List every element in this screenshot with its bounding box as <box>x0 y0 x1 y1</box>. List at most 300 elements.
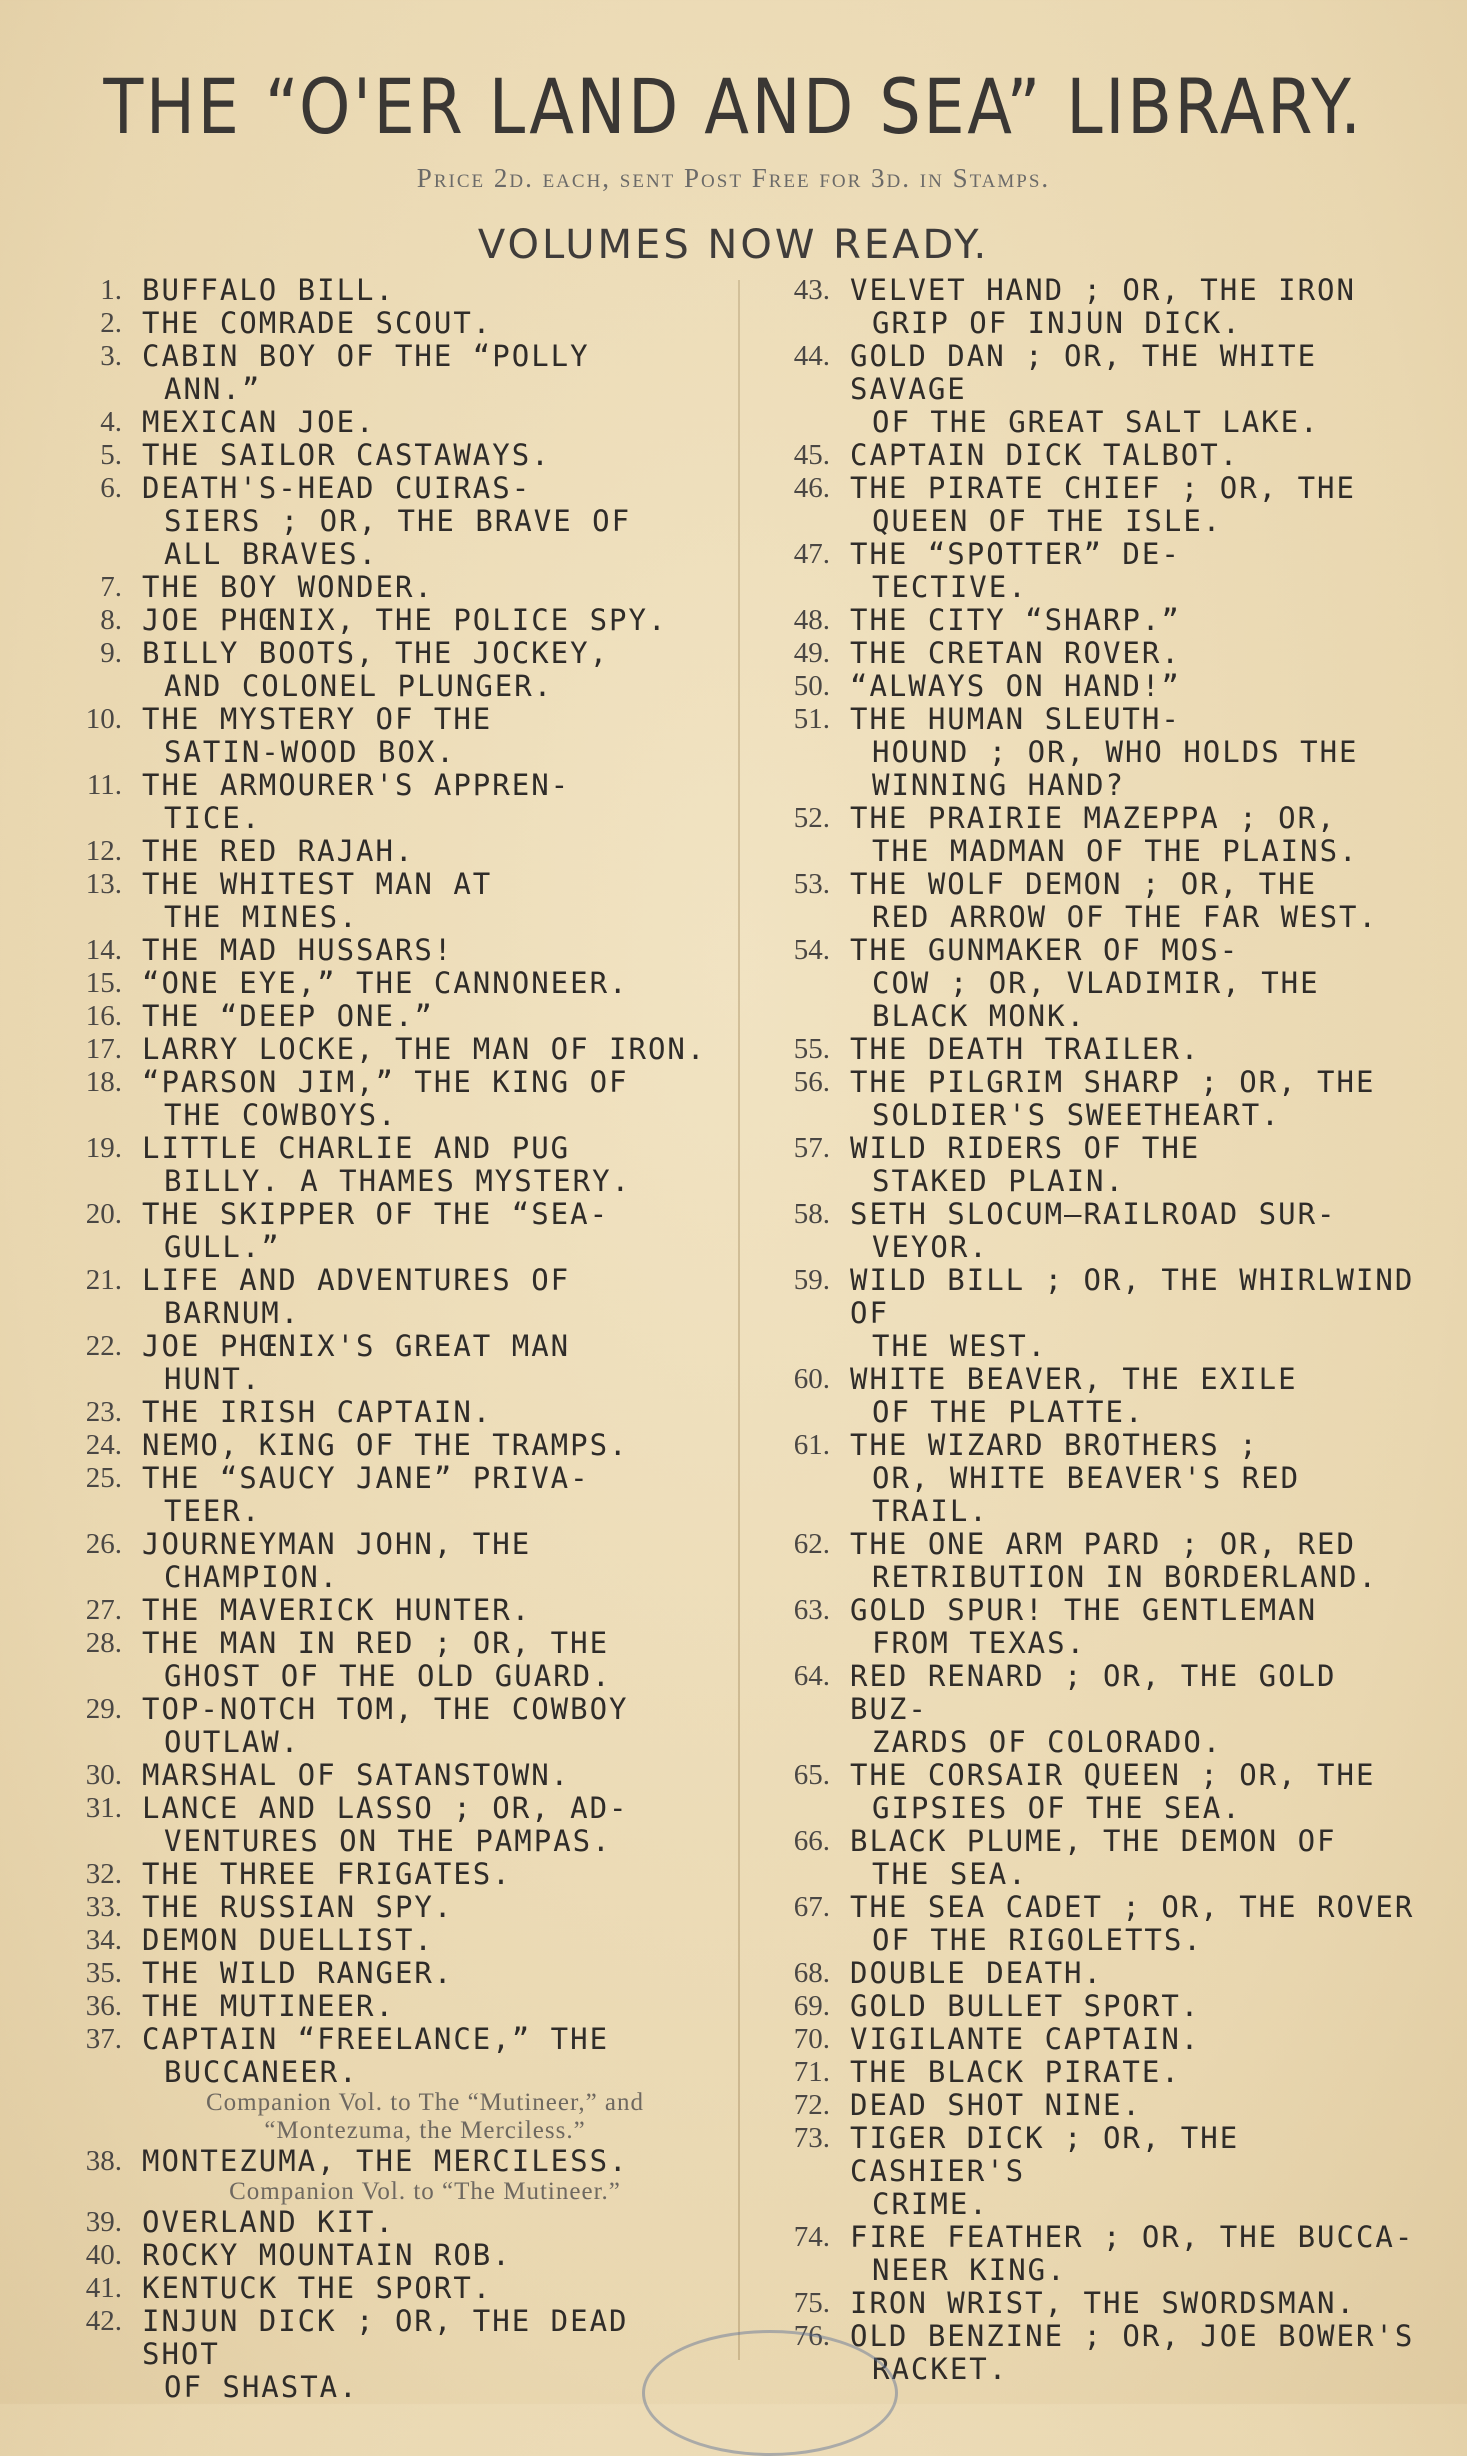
volume-text <box>142 769 708 835</box>
volume-title: THE “DEEP ONE.” <box>142 999 434 1033</box>
volume-title: DEATH'S-HEAD CUIRAS- <box>142 471 532 505</box>
right-column <box>756 274 1416 2386</box>
volume-number: 5. <box>100 439 122 471</box>
volume-title-continued: QUEEN OF THE ISLE. <box>872 504 1223 538</box>
volume-text <box>850 1660 1416 1759</box>
list-item <box>756 637 1416 670</box>
volume-number <box>48 2178 142 2206</box>
volume-title: THE BLACK PIRATE. <box>850 2055 1181 2089</box>
volume-title-continued: BILLY. A THAMES MYSTERY. <box>164 1164 632 1198</box>
volume-title: CABIN BOY OF THE “POLLY <box>142 339 590 373</box>
volume-number: 47. <box>793 538 830 570</box>
volume-text <box>142 571 708 604</box>
volume-number: 37. <box>85 2023 122 2055</box>
volume-text <box>142 1627 708 1693</box>
volume-text <box>142 1957 708 1990</box>
volume-title: THE PIRATE CHIEF ; OR, THE <box>850 471 1356 505</box>
volume-text <box>142 1924 708 1957</box>
list-item <box>756 2221 1416 2287</box>
volume-text <box>142 1693 708 1759</box>
volume-title-continued: RETRIBUTION IN BORDERLAND. <box>872 1560 1378 1594</box>
volume-text <box>142 1528 708 1594</box>
list-item <box>756 340 1416 439</box>
list-item <box>48 604 708 637</box>
list-item <box>48 637 708 703</box>
volume-text <box>142 439 708 472</box>
volume-number: 71. <box>793 2056 830 2088</box>
volume-number: 61. <box>793 1429 830 1461</box>
list-item <box>756 934 1416 1033</box>
list-item <box>48 868 708 934</box>
volume-number: 29. <box>85 1693 122 1725</box>
volume-number: 41. <box>85 2272 122 2304</box>
volume-title: THE WHITEST MAN AT <box>142 867 493 901</box>
volume-number: 2. <box>100 307 122 339</box>
volume-number: 62. <box>793 1528 830 1560</box>
list-item <box>756 439 1416 472</box>
volume-number <box>48 2089 142 2145</box>
volume-number: 49. <box>793 637 830 669</box>
volume-title: BUFFALO BILL. <box>142 273 395 307</box>
volume-text <box>850 274 1416 340</box>
list-item <box>48 2145 708 2178</box>
list-item <box>756 1957 1416 1990</box>
list-item <box>756 1033 1416 1066</box>
volume-text <box>142 406 708 439</box>
volume-number: 26. <box>85 1528 122 1560</box>
volume-title: THE COMRADE SCOUT. <box>142 306 493 340</box>
volume-title: THE MAD HUSSARS! <box>142 933 454 967</box>
volume-title: THE THREE FRIGATES. <box>142 1857 512 1891</box>
volume-title-continued: RACKET. <box>872 2352 1009 2386</box>
list-item <box>756 1066 1416 1132</box>
list-item <box>756 2089 1416 2122</box>
list-item <box>756 670 1416 703</box>
companion-note: Companion Vol. to The “Mutineer,” and “Montezuma, the Merciless.” <box>205 2089 645 2144</box>
volume-text <box>142 934 708 967</box>
list-item <box>48 340 708 406</box>
volume-title: GOLD BULLET SPORT. <box>850 1989 1201 2023</box>
volume-text <box>142 1132 708 1198</box>
volume-title-continued: SIERS ; OR, THE BRAVE OF ALL BRAVES. <box>164 504 632 571</box>
list-item <box>48 2178 708 2206</box>
volume-text <box>142 2206 708 2239</box>
list-item <box>756 1132 1416 1198</box>
volume-number: 17. <box>85 1033 122 1065</box>
volume-number: 53. <box>793 868 830 900</box>
volume-title-continued: SATIN-WOOD BOX. <box>164 735 456 769</box>
volume-text <box>850 703 1416 802</box>
list-item <box>48 2272 708 2305</box>
volume-number: 6. <box>100 472 122 504</box>
volume-text <box>142 1990 708 2023</box>
volume-number: 67. <box>793 1891 830 1923</box>
volume-title: THE RUSSIAN SPY. <box>142 1890 454 1924</box>
volume-text <box>142 703 708 769</box>
volume-number: 28. <box>85 1627 122 1659</box>
list-item <box>48 835 708 868</box>
volume-text <box>142 307 708 340</box>
volume-number: 75. <box>793 2287 830 2319</box>
list-item <box>48 1858 708 1891</box>
volume-text <box>142 1891 708 1924</box>
volume-text <box>850 439 1416 472</box>
volume-title: WHITE BEAVER, THE EXILE <box>850 1362 1298 1396</box>
volume-title-continued: ANN.” <box>164 372 262 406</box>
list-item <box>48 1033 708 1066</box>
volume-text <box>850 2056 1416 2089</box>
list-item <box>48 1990 708 2023</box>
list-item <box>756 868 1416 934</box>
volume-text <box>850 1066 1416 1132</box>
volume-title: THE RED RAJAH. <box>142 834 415 868</box>
volume-number: 40. <box>85 2239 122 2271</box>
volume-title: RED RENARD ; OR, THE GOLD BUZ- <box>850 1659 1337 1726</box>
volume-title-continued: VENTURES ON THE PAMPAS. <box>164 1824 612 1858</box>
volume-title-continued: OF THE PLATTE. <box>872 1395 1145 1429</box>
list-item <box>48 2023 708 2089</box>
volume-title: GOLD SPUR! THE GENTLEMAN <box>850 1593 1318 1627</box>
list-item <box>48 1462 708 1528</box>
volume-title: DOUBLE DEATH. <box>850 1956 1103 1990</box>
volume-text <box>850 538 1416 604</box>
volume-number: 64. <box>793 1660 830 1692</box>
volume-title: THE SAILOR CASTAWAYS. <box>142 438 551 472</box>
price-line: Price 2d. each, sent Post Free for 3d. in Stamps. <box>416 163 1051 193</box>
volume-text <box>142 1396 708 1429</box>
volume-title-continued: GULL.” <box>164 1230 281 1264</box>
volume-title: “ALWAYS ON HAND!” <box>850 669 1181 703</box>
volume-text <box>850 604 1416 637</box>
volume-text <box>142 1792 708 1858</box>
volume-title: THE CORSAIR QUEEN ; OR, THE <box>850 1758 1376 1792</box>
list-item <box>48 769 708 835</box>
volume-title-continued: TEER. <box>164 1494 262 1528</box>
list-item <box>756 1429 1416 1528</box>
list-item <box>756 1660 1416 1759</box>
volume-title: JOURNEYMAN JOHN, THE <box>142 1527 532 1561</box>
volume-number: 74. <box>793 2221 830 2253</box>
volume-title: INJUN DICK ; OR, THE DEAD SHOT <box>142 2304 629 2371</box>
volume-text <box>142 2239 708 2272</box>
volume-number: 45. <box>793 439 830 471</box>
volume-number: 44. <box>793 340 830 372</box>
volume-text <box>142 604 708 637</box>
list-item <box>48 472 708 571</box>
volume-text <box>142 2305 708 2404</box>
volume-number: 43. <box>793 274 830 306</box>
volume-title: BILLY BOOTS, THE JOCKEY, <box>142 636 610 670</box>
volume-title: THE WOLF DEMON ; OR, THE <box>850 867 1318 901</box>
volume-number: 42. <box>85 2305 122 2337</box>
list-item <box>48 1330 708 1396</box>
list-item <box>756 1528 1416 1594</box>
volume-number: 25. <box>85 1462 122 1494</box>
volume-text <box>142 2023 708 2089</box>
volume-text <box>850 868 1416 934</box>
volume-number: 30. <box>85 1759 122 1791</box>
list-item <box>48 703 708 769</box>
list-item <box>756 274 1416 340</box>
list-item <box>756 538 1416 604</box>
volume-title: LANCE AND LASSO ; OR, AD- <box>142 1791 629 1825</box>
volume-text <box>850 1198 1416 1264</box>
volume-text <box>850 934 1416 1033</box>
volume-number: 27. <box>85 1594 122 1626</box>
volume-title-continued: GRIP OF INJUN DICK. <box>872 306 1242 340</box>
volume-number: 56. <box>793 1066 830 1098</box>
volume-title: THE ARMOURER'S APPREN- <box>142 768 571 802</box>
volume-number: 46. <box>793 472 830 504</box>
volume-text <box>850 2023 1416 2056</box>
volume-title: JOE PHŒNIX'S GREAT MAN <box>142 1329 571 1363</box>
volume-number: 51. <box>793 703 830 735</box>
volume-number: 73. <box>793 2122 830 2154</box>
volume-text <box>142 1858 708 1891</box>
list-item <box>48 1891 708 1924</box>
volume-number: 59. <box>793 1264 830 1296</box>
volume-title: “PARSON JIM,” THE KING OF <box>142 1065 629 1099</box>
page-title: THE “O'ER LAND AND SEA” LIBRARY. <box>103 62 1364 151</box>
volume-title: THE IRISH CAPTAIN. <box>142 1395 493 1429</box>
volume-number: 12. <box>85 835 122 867</box>
volume-title: THE WIZARD BROTHERS ; <box>850 1428 1259 1462</box>
volume-text <box>850 2320 1416 2386</box>
volume-number: 72. <box>793 2089 830 2121</box>
list-item <box>48 2206 708 2239</box>
volume-title-continued: NEER KING. <box>872 2253 1067 2287</box>
volume-title: WILD BILL ; OR, THE WHIRLWIND OF <box>850 1263 1415 1330</box>
volume-text <box>850 1594 1416 1660</box>
volume-title: THE MYSTERY OF THE <box>142 702 493 736</box>
volume-title-continued: BUCCANEER. <box>164 2055 359 2089</box>
volume-title: THE BOY WONDER. <box>142 570 434 604</box>
volume-title: “ONE EYE,” THE CANNONEER. <box>142 966 629 1000</box>
volume-title: THE CRETAN ROVER. <box>850 636 1181 670</box>
volume-text <box>850 340 1416 439</box>
volume-text <box>142 2145 708 2178</box>
left-column <box>48 274 708 2404</box>
volume-title: NEMO, KING OF THE TRAMPS. <box>142 1428 629 1462</box>
volume-title: JOE PHŒNIX, THE POLICE SPY. <box>142 603 668 637</box>
list-item <box>756 802 1416 868</box>
volume-title-continued: SOLDIER'S SWEETHEART. <box>872 1098 1281 1132</box>
volume-title: WILD RIDERS OF THE <box>850 1131 1201 1165</box>
volume-title: CAPTAIN “FREELANCE,” THE <box>142 2022 610 2056</box>
volume-text <box>142 2089 708 2145</box>
volume-text <box>850 1264 1416 1363</box>
volume-number: 36. <box>85 1990 122 2022</box>
volume-title: IRON WRIST, THE SWORDSMAN. <box>850 2286 1356 2320</box>
volume-title-continued: OF THE RIGOLETTS. <box>872 1923 1203 1957</box>
list-item <box>48 406 708 439</box>
volume-title: THE GUNMAKER OF MOS- <box>850 933 1240 967</box>
list-item <box>756 703 1416 802</box>
list-item <box>756 1891 1416 1957</box>
volumes-heading: VOLUMES NOW READY. <box>477 222 990 268</box>
list-item <box>48 1957 708 1990</box>
list-item <box>48 1759 708 1792</box>
list-item <box>48 2239 708 2272</box>
volume-text <box>142 1759 708 1792</box>
volume-number: 66. <box>793 1825 830 1857</box>
volume-title: THE ONE ARM PARD ; OR, RED <box>850 1527 1356 1561</box>
volume-title-continued: VEYOR. <box>872 1230 989 1264</box>
list-item <box>48 307 708 340</box>
volume-number: 11. <box>86 769 122 801</box>
volume-number: 58. <box>793 1198 830 1230</box>
volume-number: 57. <box>793 1132 830 1164</box>
volume-number: 3. <box>100 340 122 372</box>
list-item <box>48 1132 708 1198</box>
volume-title: MONTEZUMA, THE MERCILESS. <box>142 2144 629 2178</box>
volume-title: THE SEA CADET ; OR, THE ROVER <box>850 1890 1415 1924</box>
volume-number: 13. <box>85 868 122 900</box>
volume-title-continued: ZARDS OF COLORADO. <box>872 1725 1223 1759</box>
volume-number: 35. <box>85 1957 122 1989</box>
volume-number: 69. <box>793 1990 830 2022</box>
volume-title: THE MAN IN RED ; OR, THE <box>142 1626 610 1660</box>
volume-title-continued: THE MADMAN OF THE PLAINS. <box>872 834 1359 868</box>
volume-title-continued: HOUND ; OR, WHO HOLDS THE WINNING HAND? <box>872 735 1359 802</box>
volume-number: 39. <box>85 2206 122 2238</box>
volume-number: 18. <box>85 1066 122 1098</box>
list-item <box>48 1792 708 1858</box>
volume-title: DEMON DUELLIST. <box>142 1923 434 1957</box>
volume-number: 1. <box>100 274 122 306</box>
list-item <box>48 1693 708 1759</box>
volume-title-continued: OF SHASTA. <box>164 2370 359 2404</box>
volume-title: KENTUCK THE SPORT. <box>142 2271 493 2305</box>
volume-title: THE PRAIRIE MAZEPPA ; OR, <box>850 801 1337 835</box>
volume-title: THE WILD RANGER. <box>142 1956 454 1990</box>
volume-text <box>850 1990 1416 2023</box>
list-item <box>756 1990 1416 2023</box>
volume-title: BLACK PLUME, THE DEMON OF <box>850 1824 1337 1858</box>
volume-number: 60. <box>793 1363 830 1395</box>
list-item <box>48 1528 708 1594</box>
volume-text <box>142 472 708 571</box>
volume-title-continued: COW ; OR, VLADIMIR, THE BLACK MONK. <box>872 966 1320 1033</box>
volume-title: DEAD SHOT NINE. <box>850 2088 1142 2122</box>
volume-text <box>142 1264 708 1330</box>
list-item <box>48 1396 708 1429</box>
volume-number: 14. <box>85 934 122 966</box>
volume-text <box>142 1000 708 1033</box>
volume-number: 8. <box>100 604 122 636</box>
volume-title-continued: OUTLAW. <box>164 1725 301 1759</box>
volume-text <box>850 2221 1416 2287</box>
volume-number: 32. <box>85 1858 122 1890</box>
list-item <box>756 1264 1416 1363</box>
volume-text <box>142 1330 708 1396</box>
volume-number: 63. <box>793 1594 830 1626</box>
volume-text <box>850 670 1416 703</box>
volume-text <box>142 2272 708 2305</box>
volume-title-continued: TECTIVE. <box>872 570 1028 604</box>
volume-title: SETH SLOCUM—RAILROAD SUR- <box>850 1197 1337 1231</box>
volume-text <box>142 274 708 307</box>
volume-text <box>850 1363 1416 1429</box>
volume-title: THE MUTINEER. <box>142 1989 395 2023</box>
volume-number: 48. <box>793 604 830 636</box>
list-item <box>756 2056 1416 2089</box>
volume-title: THE “SAUCY JANE” PRIVA- <box>142 1461 590 1495</box>
volume-title: THE PILGRIM SHARP ; OR, THE <box>850 1065 1376 1099</box>
volume-number: 34. <box>85 1924 122 1956</box>
volume-title-continued: OF THE GREAT SALT LAKE. <box>872 405 1320 439</box>
volume-title-continued: THE WEST. <box>872 1329 1048 1363</box>
volume-number: 15. <box>85 967 122 999</box>
volume-title: FIRE FEATHER ; OR, THE BUCCA- <box>850 2220 1415 2254</box>
list-item <box>756 2023 1416 2056</box>
volume-title: GOLD DAN ; OR, THE WHITE SAVAGE <box>850 339 1318 406</box>
list-item <box>48 1594 708 1627</box>
volume-text <box>850 1825 1416 1891</box>
volume-number: 21. <box>85 1264 122 1296</box>
volume-title-continued: GIPSIES OF THE SEA. <box>872 1791 1242 1825</box>
volume-text <box>850 2122 1416 2221</box>
volume-text <box>142 340 708 406</box>
volume-text <box>850 1759 1416 1825</box>
companion-note: Companion Vol. to “The Mutineer.” <box>229 2178 621 2205</box>
volume-text <box>142 1462 708 1528</box>
list-item <box>756 2287 1416 2320</box>
volume-number: 33. <box>85 1891 122 1923</box>
column-divider <box>738 280 740 2360</box>
volume-number: 7. <box>100 571 122 603</box>
volume-number: 19. <box>85 1132 122 1164</box>
volume-title: TIGER DICK ; OR, THE CASHIER'S <box>850 2121 1240 2188</box>
volume-title-continued: CRIME. <box>872 2187 989 2221</box>
volume-text <box>142 1429 708 1462</box>
volume-text <box>142 1033 708 1066</box>
volume-number: 16. <box>85 1000 122 1032</box>
volume-title: MARSHAL OF SATANSTOWN. <box>142 1758 571 1792</box>
list-item <box>756 1759 1416 1825</box>
volume-text <box>850 1033 1416 1066</box>
volume-number: 65. <box>793 1759 830 1791</box>
volume-number: 9. <box>100 637 122 669</box>
volume-number: 70. <box>793 2023 830 2055</box>
list-item <box>48 1627 708 1693</box>
volume-title: OVERLAND KIT. <box>142 2205 395 2239</box>
volume-number: 31. <box>85 1792 122 1824</box>
volume-number: 76. <box>793 2320 830 2352</box>
list-item <box>756 2122 1416 2221</box>
volume-title-continued: CHAMPION. <box>164 1560 340 1594</box>
volume-number: 54. <box>793 934 830 966</box>
list-item <box>48 967 708 1000</box>
volume-text <box>850 1429 1416 1528</box>
library-stamp <box>642 2330 898 2456</box>
list-item <box>48 1000 708 1033</box>
volume-title-continued: OR, WHITE BEAVER'S RED TRAIL. <box>872 1461 1301 1528</box>
volume-number: 38. <box>85 2145 122 2177</box>
volume-title-continued: HUNT. <box>164 1362 262 1396</box>
volume-title-continued: BARNUM. <box>164 1296 301 1330</box>
list-item <box>756 472 1416 538</box>
volume-title-continued: STAKED PLAIN. <box>872 1164 1125 1198</box>
list-item <box>48 274 708 307</box>
volume-text <box>142 1066 708 1132</box>
volume-number: 68. <box>793 1957 830 1989</box>
volume-title-continued: GHOST OF THE OLD GUARD. <box>164 1659 612 1693</box>
list-item <box>48 1198 708 1264</box>
volume-text <box>850 1957 1416 1990</box>
volume-number: 22. <box>85 1330 122 1362</box>
volume-number: 4. <box>100 406 122 438</box>
